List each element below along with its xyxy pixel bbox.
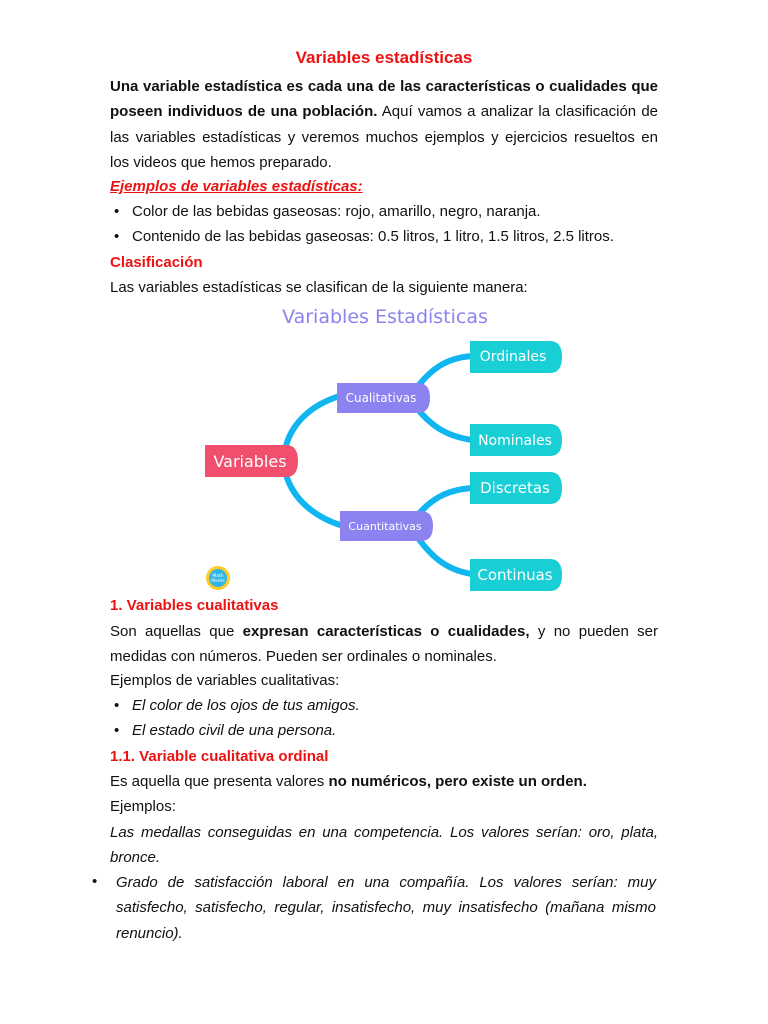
section11-example1: Las medallas conseguidas en una competencia. Los valores serían: oro, plata, bronce. (110, 824, 658, 867)
list-item: • Contenido de las bebidas gaseosas: 0.5 litros, 1 litro, 1.5 litros, 2.5 litros. (114, 228, 614, 245)
node-nominales-label: Nominales (478, 433, 552, 449)
classification-text: Las variables estadísticas se clasifican de la siguiente manera: (110, 279, 528, 296)
classification-heading: Clasificación (110, 254, 203, 271)
classification-diagram (200, 300, 570, 595)
section1-examples-label: Ejemplos de variables cualitativas: (110, 672, 340, 689)
node-discretas (470, 472, 562, 504)
node-variables (205, 445, 298, 477)
section11-heading: 1.1. Variable cualitativa ordinal (110, 748, 329, 765)
page-title: Variables estadísticas (295, 48, 473, 67)
connector-variables-cualitativas (285, 396, 340, 450)
node-nominales (470, 424, 562, 456)
list-item: • Color de las bebidas gaseosas: rojo, amarillo, negro, naranja. (114, 203, 541, 220)
list-item: • El estado civil de una persona. (114, 722, 337, 739)
intro-paragraph (110, 74, 658, 175)
section11-example2: Grado de satisfacción laboral en una compañía. Los valores serían: muy satisfecho, satisfecho, regular, insatisfecho, muy insatisfecho (mañana mismo renuncio). (116, 874, 656, 942)
list-item: • El color de los ojos de tus amigos. (114, 697, 360, 714)
node-continuas (470, 559, 562, 591)
section11-paragraph: Es aquella que presenta valores no numéricos, pero existe un orden. (110, 773, 587, 790)
svg-text:Math: Math (212, 574, 224, 579)
intro-bold: Una variable estadística es cada una de las características o cualidades que poseen individuos de una población. (110, 78, 658, 121)
node-ordinales (470, 341, 562, 373)
diagram-title: Variables Estadísticas (282, 306, 488, 328)
section1-heading: 1. Variables cualitativas (110, 597, 279, 614)
examples-heading: Ejemplos de variables estadísticas: (110, 178, 363, 195)
node-cuantitativas-label: Cuantitativas (348, 520, 422, 533)
node-cualitativas (337, 383, 430, 413)
connector-variables-cuantitativas (285, 470, 340, 525)
node-continuas-label: Continuas (477, 566, 553, 584)
list-bullet: • (92, 873, 98, 890)
node-discretas-label: Discretas (480, 479, 550, 497)
svg-text:Meets: Meets (211, 579, 225, 584)
section11-examples-label: Ejemplos: (110, 798, 176, 815)
node-variables-label: Variables (213, 452, 287, 471)
node-cualitativas-label: Cualitativas (345, 391, 417, 405)
section1-paragraph: Son aquellas que expresan características o cualidades, y no pueden ser medidas con números. Pueden ser ordinales o nominales. (110, 623, 658, 666)
node-ordinales-label: Ordinales (479, 349, 547, 365)
node-cuantitativas (340, 511, 433, 541)
math-logo-icon (206, 566, 230, 590)
diagram-svg (200, 300, 570, 595)
intro-rest: Aquí vamos a analizar la clasificación de las variables estadísticas y veremos muchos ejemplos y ejercicios resueltos en los videos que hemos preparado. (110, 103, 659, 171)
